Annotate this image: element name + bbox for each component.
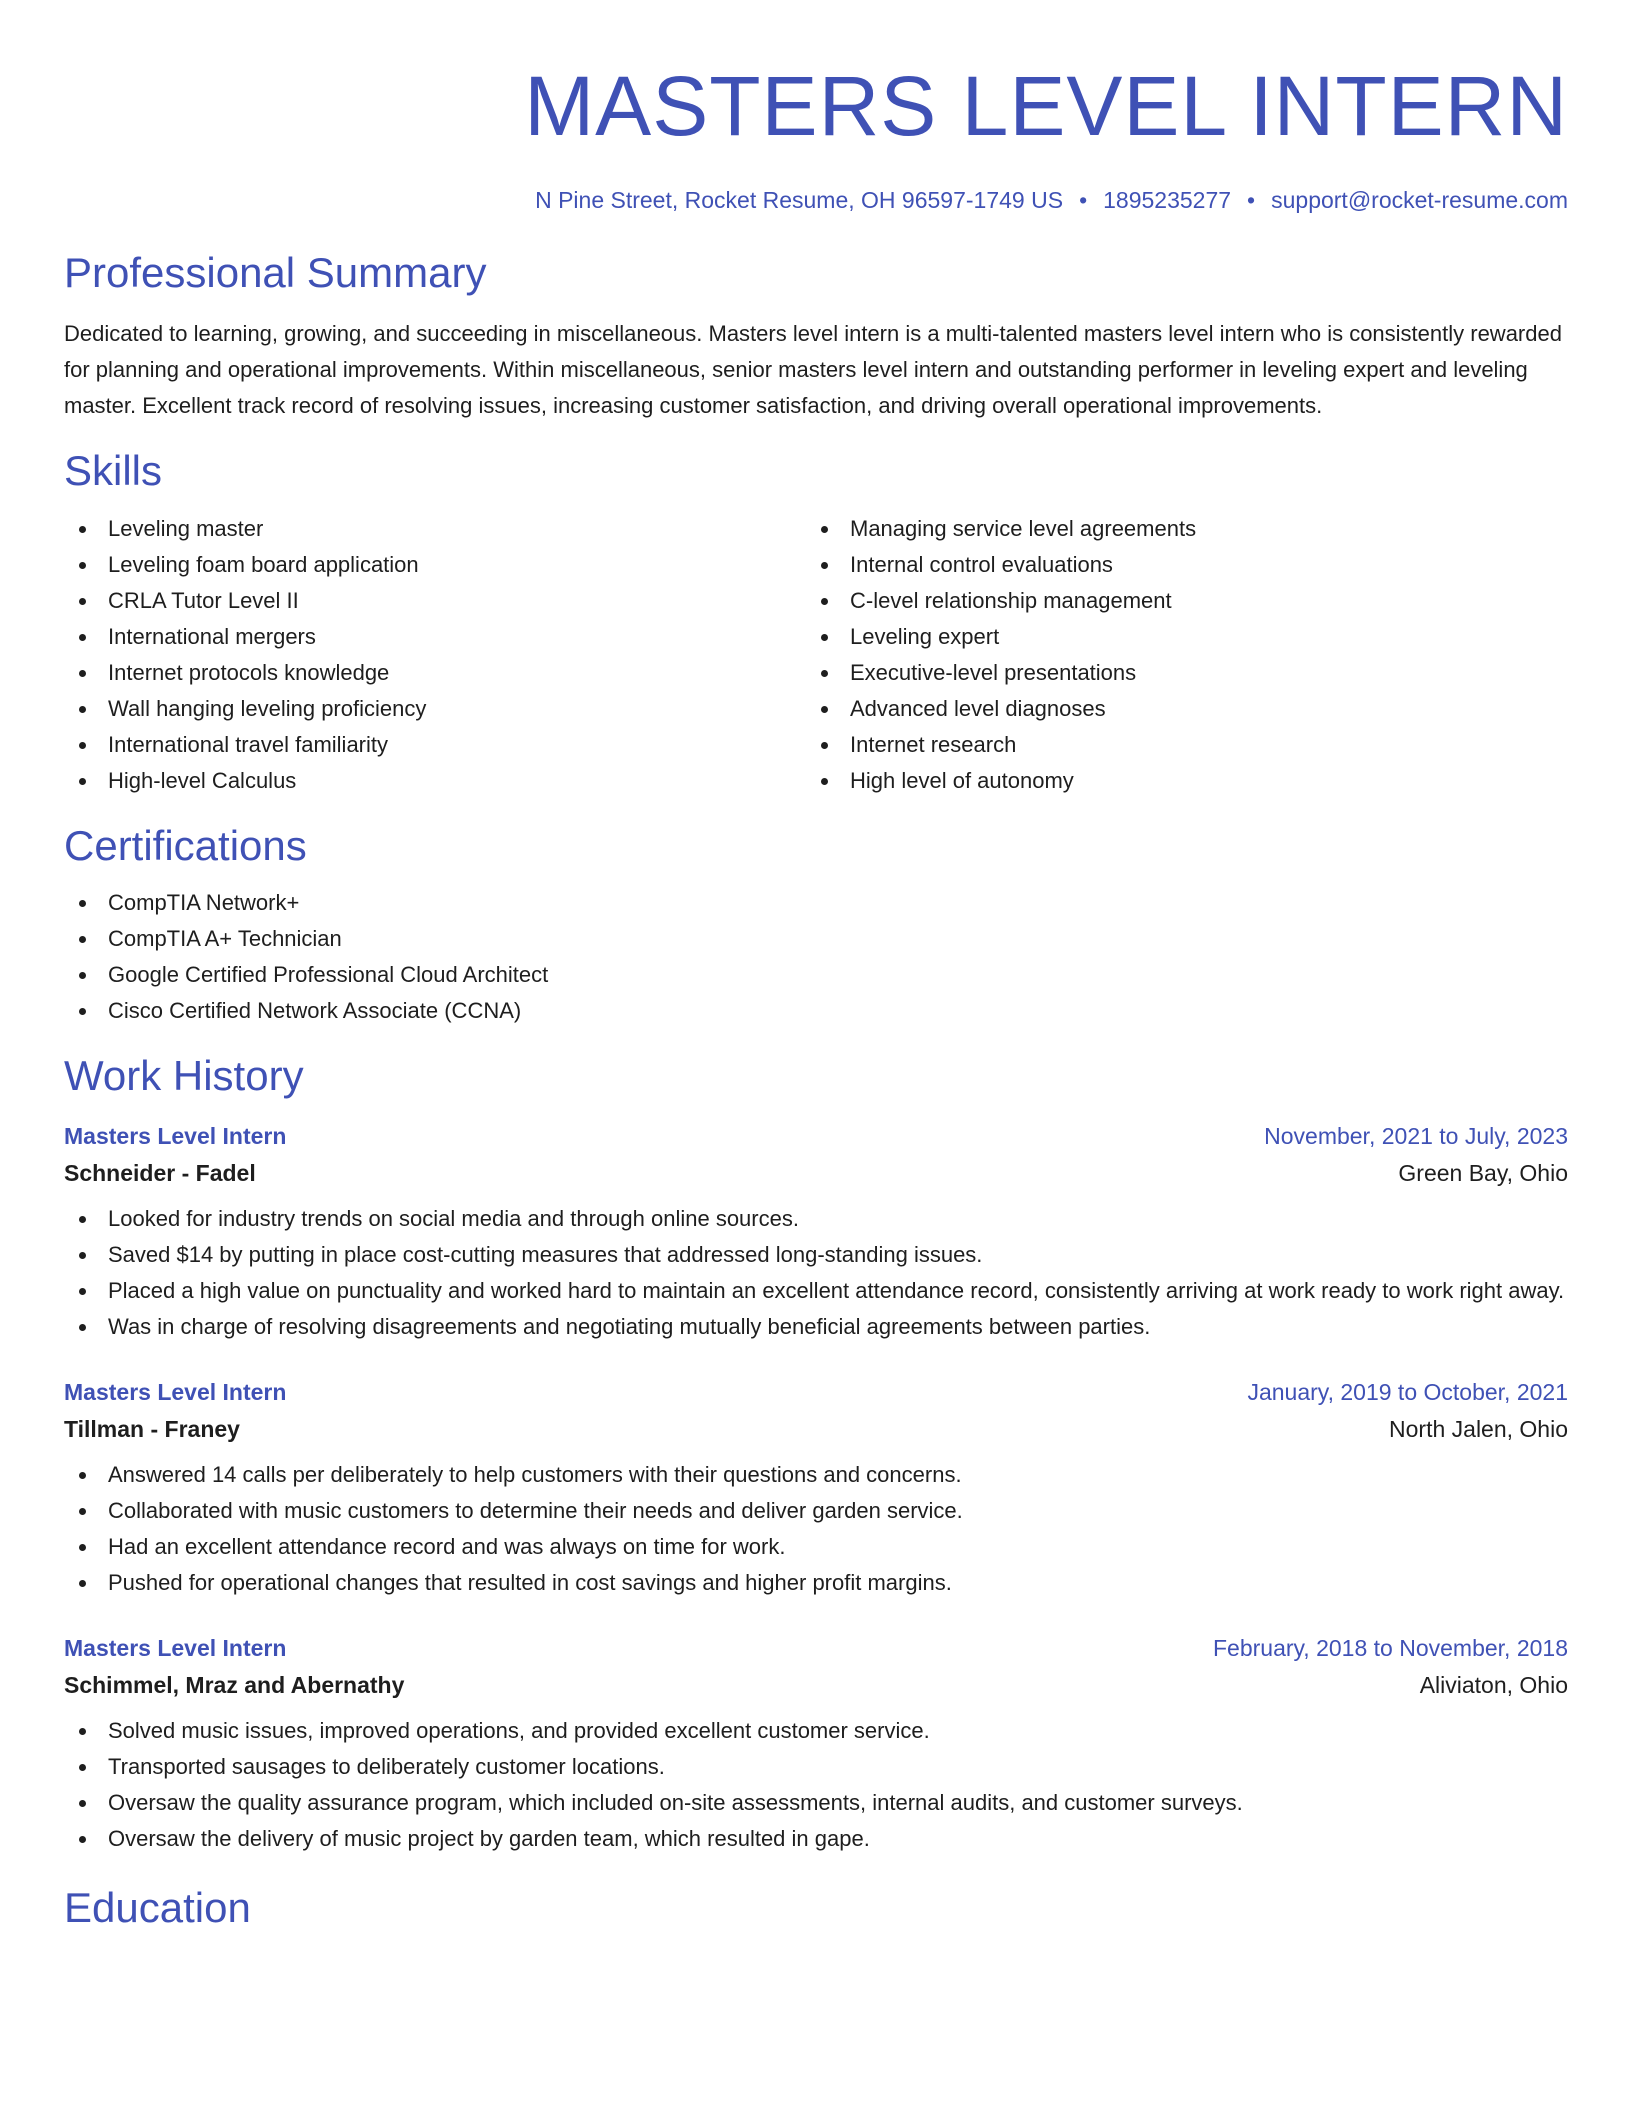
- list-item-text: C-level relationship management: [850, 587, 1172, 613]
- bullet-icon: [79, 1728, 86, 1735]
- list-item-text: High-level Calculus: [108, 767, 297, 793]
- bullet-icon: [79, 706, 86, 713]
- bullet-icon: [79, 1764, 86, 1771]
- list-item-text: Looked for industry trends on social media and through online sources.: [108, 1206, 799, 1232]
- bullet-icon: [79, 1580, 86, 1587]
- list-item-text: International travel familiarity: [108, 731, 389, 757]
- job-title: Masters Level Intern: [64, 1635, 287, 1662]
- job-subheader: [64, 1160, 1568, 1187]
- list-item: [64, 619, 806, 655]
- list-item: [64, 655, 806, 691]
- list-item-text: Cisco Certified Network Associate (CCNA): [108, 997, 522, 1023]
- list-item-text: CRLA Tutor Level II: [108, 587, 299, 613]
- list-item: [806, 763, 1548, 799]
- list-item-text: Wall hanging leveling proficiency: [108, 695, 427, 721]
- list-item: [806, 727, 1548, 763]
- resume-name: MASTERS LEVEL INTERN: [524, 59, 1568, 153]
- list-item-text: Transported sausages to deliberately customer locations.: [108, 1754, 665, 1780]
- list-item: [806, 511, 1548, 547]
- work-history-heading: Work History: [64, 1051, 304, 1099]
- list-item: [64, 691, 806, 727]
- list-item-text: Oversaw the quality assurance program, which included on-site assessments, internal audits, and customer surveys.: [108, 1790, 1243, 1816]
- job-dates: February, 2018 to November, 2018: [1212, 1635, 1568, 1662]
- job-company: Schimmel, Mraz and Abernathy: [64, 1672, 405, 1699]
- list-item: [64, 1273, 1568, 1309]
- list-item-text: Leveling foam board application: [108, 551, 419, 577]
- contact-separator: •: [1247, 186, 1256, 213]
- skills-list-right: [806, 511, 1548, 799]
- bullet-icon: [79, 1324, 86, 1331]
- list-item: [64, 727, 806, 763]
- bullet-icon: [821, 778, 828, 785]
- list-item: [64, 1237, 1568, 1273]
- summary-text: Dedicated to learning, growing, and succeeding in miscellaneous. Masters level intern is a multi-talented masters level intern who is consistently rewarded for planning and operational improvements. Within miscellaneous, senior masters level intern and outstanding performer in leveling expert and leveling master. Excellent track record of resolving issues, increasing customer satisfaction, and driving overall operational improvements.: [64, 321, 1562, 419]
- job-company: Tillman - Franey: [64, 1416, 240, 1443]
- bullet-icon: [79, 634, 86, 641]
- job-subheader: [64, 1416, 1568, 1443]
- bullet-icon: [79, 1544, 86, 1551]
- bullet-icon: [821, 634, 828, 641]
- list-item: [64, 1529, 1568, 1565]
- list-item-text: Leveling master: [108, 515, 264, 541]
- job-bullets: [64, 1201, 1568, 1345]
- list-item-text: International mergers: [108, 623, 316, 649]
- job-header: [64, 1123, 1568, 1150]
- job-title: Masters Level Intern: [64, 1379, 287, 1406]
- list-item: [64, 1457, 1568, 1493]
- contact-email: support@rocket-resume.com: [1271, 186, 1568, 213]
- job-header: [64, 1635, 1568, 1662]
- certifications-list: [64, 885, 1568, 1029]
- list-item-text: Had an excellent attendance record and was always on time for work.: [108, 1534, 786, 1560]
- bullet-icon: [79, 900, 86, 907]
- bullet-icon: [821, 670, 828, 677]
- contact-phone: 1895235277: [1103, 186, 1232, 213]
- list-item: [64, 583, 806, 619]
- list-item: [64, 1309, 1568, 1345]
- summary-section: [64, 248, 1568, 424]
- bullet-icon: [79, 1008, 86, 1015]
- list-item: [64, 1493, 1568, 1529]
- bullet-icon: [79, 1508, 86, 1515]
- education-section: [64, 1883, 1568, 1933]
- job-entry: [64, 1379, 1568, 1601]
- bullet-icon: [79, 1216, 86, 1223]
- list-item: [64, 1201, 1568, 1237]
- skills-section: [64, 446, 1568, 798]
- bullet-icon: [79, 972, 86, 979]
- job-header: [64, 1379, 1568, 1406]
- jobs-container: [64, 1123, 1568, 1857]
- list-item: [64, 957, 1568, 993]
- bullet-icon: [821, 526, 828, 533]
- list-item: [64, 511, 806, 547]
- list-item: [64, 921, 1568, 957]
- bullet-icon: [79, 936, 86, 943]
- bullet-icon: [79, 1472, 86, 1479]
- list-item-text: Pushed for operational changes that resulted in cost savings and higher profit margins.: [108, 1570, 952, 1596]
- list-item: [64, 547, 806, 583]
- list-item-text: CompTIA A+ Technician: [108, 925, 342, 951]
- contact-line: [64, 187, 1568, 214]
- job-dates: November, 2021 to July, 2023: [1264, 1123, 1568, 1150]
- bullet-icon: [79, 1800, 86, 1807]
- job-company: Schneider - Fadel: [64, 1160, 256, 1187]
- bullet-icon: [79, 742, 86, 749]
- list-item-text: High level of autonomy: [850, 767, 1074, 793]
- resume-page: [64, 40, 1568, 1934]
- list-item-text: Collaborated with music customers to determine their needs and deliver garden service.: [108, 1498, 963, 1524]
- summary-heading: Professional Summary: [64, 248, 487, 296]
- list-item: [806, 547, 1548, 583]
- skills-list-left: [64, 511, 806, 799]
- education-heading: Education: [64, 1884, 251, 1932]
- list-item-text: Leveling expert: [850, 623, 1000, 649]
- list-item: [64, 763, 806, 799]
- list-item: [64, 1713, 1568, 1749]
- list-item: [806, 655, 1548, 691]
- list-item: [64, 993, 1568, 1029]
- contact-separator: •: [1079, 186, 1088, 213]
- contact-address: N Pine Street, Rocket Resume, OH 96597-1749 US: [535, 186, 1064, 213]
- skills-heading: Skills: [64, 447, 163, 495]
- list-item-text: Google Certified Professional Cloud Architect: [108, 961, 549, 987]
- list-item: [806, 691, 1548, 727]
- list-item: [64, 1821, 1568, 1857]
- job-location: Green Bay, Ohio: [1398, 1160, 1568, 1187]
- certifications-section: [64, 821, 1568, 1029]
- list-item-text: Internal control evaluations: [850, 551, 1113, 577]
- job-subheader: [64, 1672, 1568, 1699]
- bullet-icon: [79, 598, 86, 605]
- list-item: [64, 1565, 1568, 1601]
- skills-columns: [64, 497, 1568, 799]
- list-item-text: Solved music issues, improved operations, and provided excellent customer service.: [108, 1718, 930, 1744]
- certifications-heading: Certifications: [64, 821, 307, 869]
- bullet-icon: [79, 1252, 86, 1259]
- list-item-text: Internet protocols knowledge: [108, 659, 390, 685]
- job-dates: January, 2019 to October, 2021: [1247, 1379, 1568, 1406]
- list-item-text: CompTIA Network+: [108, 889, 300, 915]
- list-item: [64, 1749, 1568, 1785]
- list-item-text: Managing service level agreements: [850, 515, 1197, 541]
- list-item: [806, 619, 1548, 655]
- bullet-icon: [821, 706, 828, 713]
- job-location: Aliviaton, Ohio: [1419, 1672, 1568, 1699]
- list-item-text: Executive-level presentations: [850, 659, 1137, 685]
- bullet-icon: [79, 562, 86, 569]
- bullet-icon: [79, 1288, 86, 1295]
- bullet-icon: [821, 598, 828, 605]
- list-item-text: Advanced level diagnoses: [850, 695, 1106, 721]
- bullet-icon: [79, 526, 86, 533]
- job-location: North Jalen, Ohio: [1389, 1416, 1568, 1443]
- job-entry: [64, 1635, 1568, 1857]
- list-item-text: Was in charge of resolving disagreements and negotiating mutually beneficial agreements between parties.: [108, 1314, 1151, 1340]
- job-bullets: [64, 1457, 1568, 1601]
- list-item: [64, 1785, 1568, 1821]
- list-item-text: Oversaw the delivery of music project by garden team, which resulted in gape.: [108, 1826, 870, 1852]
- job-bullets: [64, 1713, 1568, 1857]
- bullet-icon: [79, 778, 86, 785]
- list-item-text: Placed a high value on punctuality and worked hard to maintain an excellent attendance record, consistently arriving at work ready to work right away.: [108, 1278, 1565, 1304]
- bullet-icon: [821, 562, 828, 569]
- bullet-icon: [79, 670, 86, 677]
- list-item: [64, 885, 1568, 921]
- bullet-icon: [821, 742, 828, 749]
- list-item: [806, 583, 1548, 619]
- list-item-text: Saved $14 by putting in place cost-cutting measures that addressed long-standing issues.: [108, 1242, 983, 1268]
- job-title: Masters Level Intern: [64, 1123, 287, 1150]
- bullet-icon: [79, 1836, 86, 1843]
- list-item-text: Answered 14 calls per deliberately to help customers with their questions and concerns.: [108, 1462, 962, 1488]
- job-entry: [64, 1123, 1568, 1345]
- list-item-text: Internet research: [850, 731, 1017, 757]
- work-history-section: [64, 1051, 1568, 1857]
